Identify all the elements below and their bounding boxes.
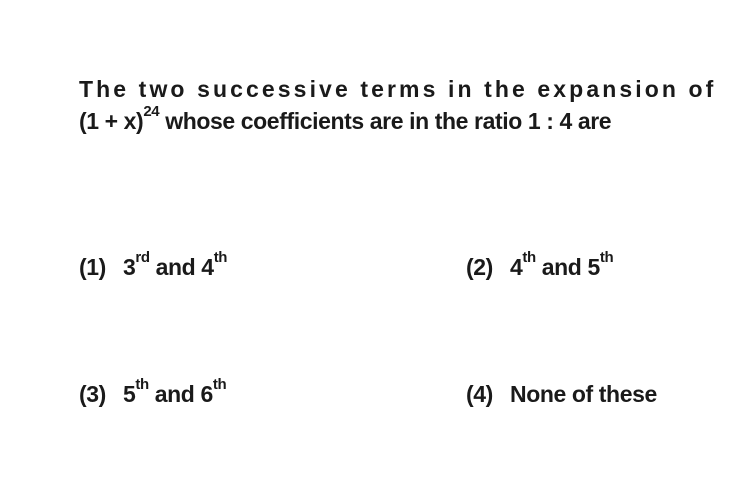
option-term-b-suffix: th xyxy=(212,376,227,394)
option-term-a-suffix: rd xyxy=(135,249,150,267)
question-text xyxy=(79,73,717,137)
question-line-2 xyxy=(79,105,679,137)
option-3[interactable] xyxy=(79,376,227,409)
option-connector: and xyxy=(149,254,202,280)
option-term-a: 5 xyxy=(123,381,136,407)
option-term-b-suffix: th xyxy=(213,249,228,267)
option-4[interactable] xyxy=(466,379,657,409)
binomial-exponent: 24 xyxy=(143,103,160,121)
option-number: (2) xyxy=(466,254,493,280)
option-term-b-suffix: th xyxy=(599,249,614,267)
option-term-a: 3 xyxy=(123,254,136,280)
question-line-2-rest: whose coefficients are in the ratio 1 : 4 are xyxy=(159,108,612,134)
option-term-b: 6 xyxy=(200,381,213,407)
option-number: (1) xyxy=(79,254,106,280)
option-1[interactable] xyxy=(79,249,228,282)
option-2[interactable] xyxy=(466,249,614,282)
option-connector: and xyxy=(535,254,588,280)
option-term-a-suffix: th xyxy=(135,376,149,394)
binomial-expression: (1 + x) xyxy=(79,108,144,134)
question-line-1: The two successive terms in the expansion of xyxy=(79,76,717,102)
option-term-b: 4 xyxy=(201,254,214,280)
option-term-a: 4 xyxy=(510,254,523,280)
option-text: None of these xyxy=(510,381,657,407)
option-number: (4) xyxy=(466,381,493,407)
option-number: (3) xyxy=(79,381,106,407)
option-term-b: 5 xyxy=(587,254,600,280)
option-term-a-suffix: th xyxy=(522,249,536,267)
option-connector: and xyxy=(148,381,201,407)
